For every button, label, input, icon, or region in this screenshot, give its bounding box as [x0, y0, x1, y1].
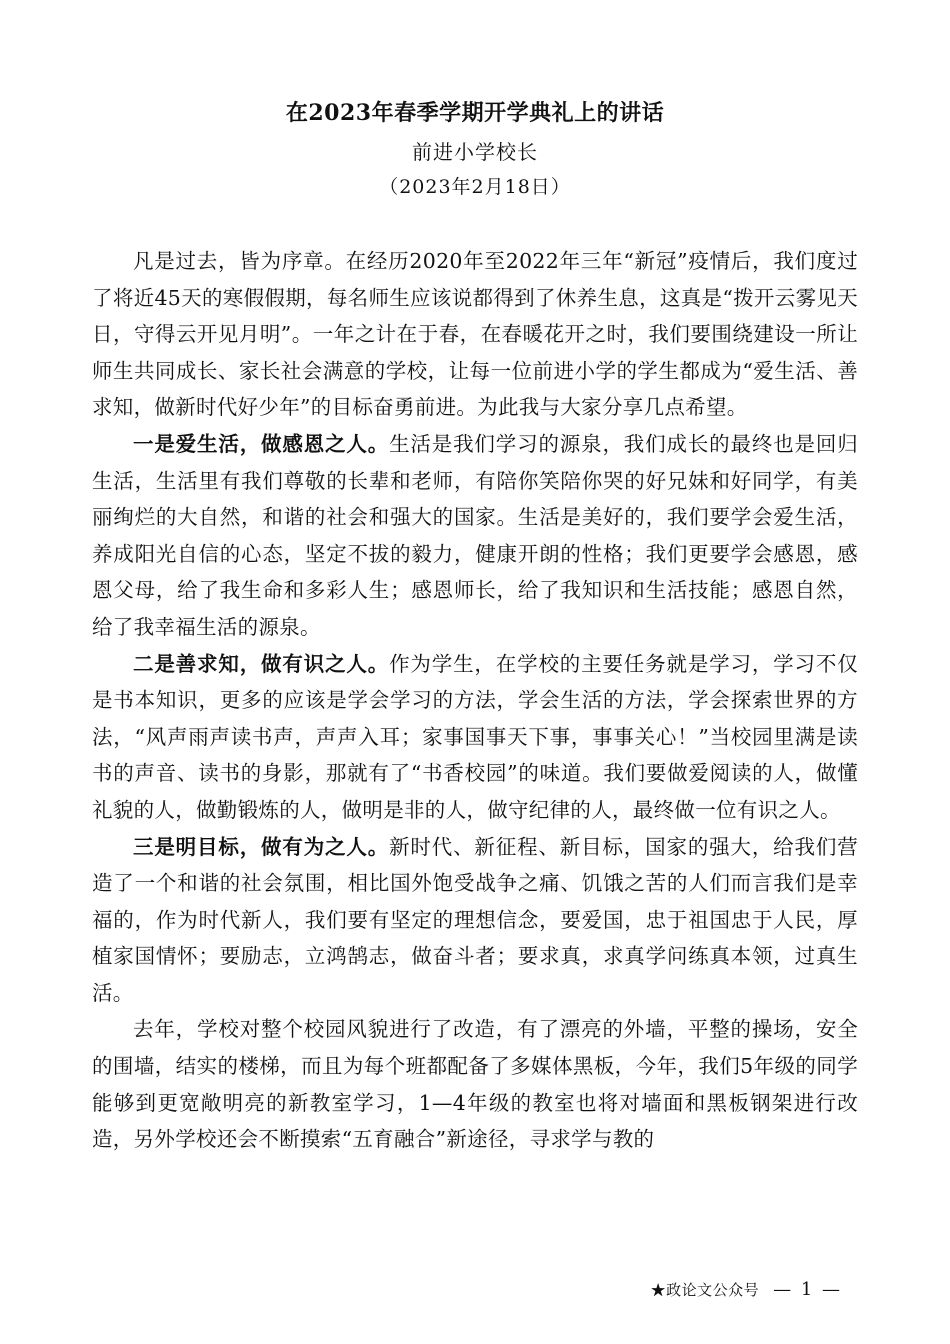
paragraph-intro: [92, 243, 858, 426]
document-body: [92, 243, 858, 1158]
document-date: （2023年2月18日）: [379, 176, 571, 198]
page-footer: [651, 1279, 842, 1300]
paragraph-text: 作为学生，在学校的主要任务就是学习，学习不仅是书本知识，更多的应该是学会学习的方法，学会生活的方法，学会探索世界的方法，“风声雨声读书声，声声入耳；家事国事天下事，事事关心！”当校园里满是读书的声音、读书的身影，那就有了“书香校园”的味道。我们要做爱阅读的人，做懂礼貌的人，做勤锻炼的人，做明是非的人，做守纪律的人，最终做一位有识之人。: [92, 651, 858, 822]
paragraph-lead: 二是善求知，做有识之人。: [133, 651, 390, 676]
document-author: 前进小学校长: [412, 140, 538, 164]
paragraph-lead: 一是爱生活，做感恩之人。: [133, 431, 390, 456]
paragraph-text: 去年，学校对整个校园风貌进行了改造，有了漂亮的外墙，平整的操场，安全的围墙，结实的楼梯，而且为每个班都配备了多媒体黑板，今年，我们5年级的同学能够到更宽敞明亮的新教室学习，1—4年级的教室也将对墙面和黑板钢架进行改造，另外学校还会不断摸索“五育融合”新途径，寻求学与教的: [92, 1017, 858, 1152]
paragraph-point-1: [92, 426, 858, 646]
paragraph-lead: 三是明目标，做有为之人。: [133, 834, 390, 859]
paragraph-text: 凡是过去，皆为序章。在经历2020年至2022年三年“新冠”疫情后，我们度过了将近45天的寒假假期，每名师生应该说都得到了休养生息，这真是“拨开云雾见天日，守得云开见月明”。一年之计在于春，在春暖花开之时，我们要围绕建设一所让师生共同成长、家长社会满意的学校，让每一位前进小学的学生都成为“爱生活、善求知，做新时代好少年”的目标奋勇前进。为此我与大家分享几点希望。: [92, 249, 858, 420]
paragraph-text: 生活是我们学习的源泉，我们成长的最终也是回归生活，生活里有我们尊敬的长辈和老师，有陪你笑陪你哭的好兄妹和好同学，有美丽绚烂的大自然，和谐的社会和强大的国家。生活是美好的，我们要学会爱生活，养成阳光自信的心态，坚定不拔的毅力，健康开朗的性格；我们更要学会感恩，感恩父母，给了我生命和多彩人生；感恩师长，给了我知识和生活技能；感恩自然，给了我幸福生活的源泉。: [92, 431, 858, 639]
page-number: — 1 —: [773, 1279, 842, 1300]
paragraph-campus: [92, 1011, 858, 1157]
paragraph-text: 新时代、新征程、新目标，国家的强大，给我们营造了一个和谐的社会氛围，相比国外饱受战争之痛、饥饿之苦的人们而言我们是幸福的，作为时代新人，我们要有坚定的理想信念，要爱国，忠于祖国忠于人民，厚植家国情怀；要励志，立鸿鹄志，做奋斗者；要求真，求真学问练真本领，过真生活。: [92, 834, 858, 1005]
footer-brand: ★政论文公众号: [650, 1281, 760, 1299]
document-title: 在2023年春季学期开学典礼上的讲话: [285, 100, 665, 126]
paragraph-point-2: [92, 646, 858, 829]
paragraph-point-3: [92, 829, 858, 1012]
